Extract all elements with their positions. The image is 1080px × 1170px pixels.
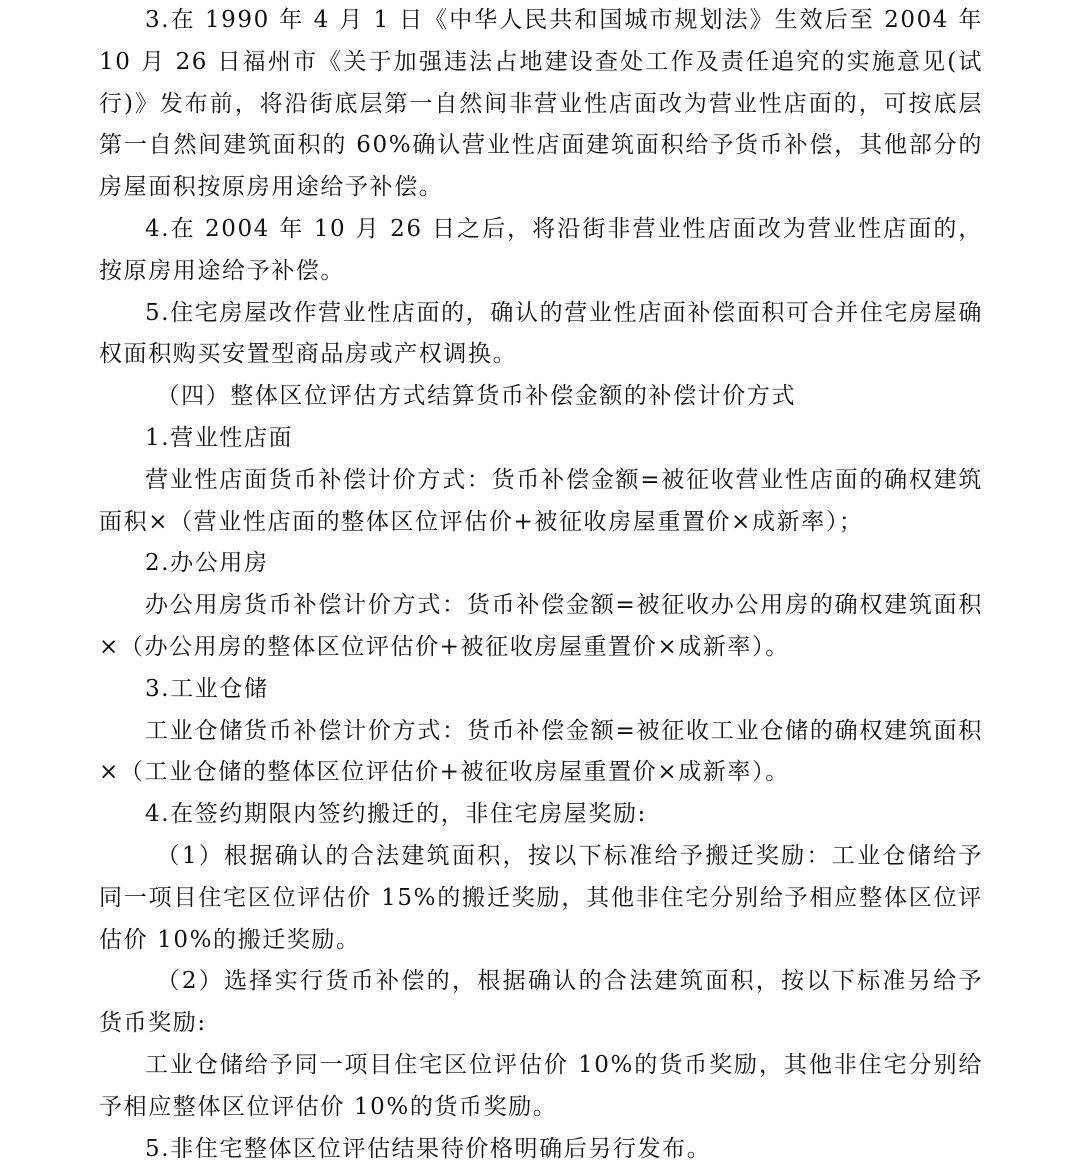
paragraph-item-4: 4.在 2004 年 10 月 26 日之后，将沿街非营业性店面改为营业性店面的，按原房用途给予补偿。 bbox=[99, 215, 983, 284]
reward-item-2-detail: 工业仓储给予同一项目住宅区位评估价 10%的货币奖励，其他非住宅分别给予相应整体区位评估价 10%的货币奖励。 bbox=[99, 1051, 983, 1120]
section-heading-four: （四）整体区位评估方式结算货币补偿金额的补偿计价方式 bbox=[156, 383, 797, 410]
formula-commercial-storefront: 营业性店面货币补偿计价方式：货币补偿金额=被征收营业性店面的确权建筑面积×（营业性店面的整体区位评估价+被征收房屋重置价×成新率）； bbox=[99, 466, 983, 535]
document-body bbox=[99, 0, 983, 1170]
paragraph-item-5-final: 5.非住宅整体区位评估结果待价格明确后另行发布。 bbox=[145, 1135, 712, 1162]
subheading-office-building: 2.办公用房 bbox=[145, 550, 269, 577]
formula-industrial-warehouse: 工业仓储货币补偿计价方式：货币补偿金额=被征收工业仓储的确权建筑面积×（工业仓储的整体区位评估价+被征收房屋重置价×成新率）。 bbox=[99, 717, 983, 786]
paragraph-item-3: 3.在 1990 年 4 月 1 日《中华人民共和国城市规划法》生效后至 2004 年 10 月 26 日福州市《关于加强违法占地建设查处工作及责任追究的实施意见(试行)》发布前，将沿街底层第一自然间非营业性店面改为营业性店面的，可按底层第一自然间建筑面积的 60%确认营业性店面建筑面积给予货币补偿，其他部分的房屋面积按原房用途给予补偿。 bbox=[99, 7, 983, 201]
reward-item-2: （2）选择实行货币补偿的，根据确认的合法建筑面积，按以下标准另给予货币奖励: bbox=[99, 968, 983, 1037]
subheading-industrial-warehouse: 3.工业仓储 bbox=[145, 675, 269, 702]
formula-office-building: 办公用房货币补偿计价方式：货币补偿金额=被征收办公用房的确权建筑面积×（办公用房的整体区位评估价+被征收房屋重置价×成新率）。 bbox=[99, 592, 983, 660]
paragraph-item-5: 5.住宅房屋改作营业性店面的，确认的营业性店面补偿面积可合并住宅房屋确权面积购买安置型商品房或产权调换。 bbox=[99, 299, 983, 368]
subheading-commercial-storefront: 1.营业性店面 bbox=[145, 424, 294, 451]
reward-heading: 4.在签约期限内签约搬迁的，非住宅房屋奖励: bbox=[145, 801, 647, 828]
reward-item-1: （1）根据确认的合法建筑面积，按以下标准给予搬迁奖励：工业仓储给予同一项目住宅区位评估价 15%的搬迁奖励，其他非住宅分别给予相应整体区位评估价 10%的搬迁奖励。 bbox=[99, 842, 983, 953]
